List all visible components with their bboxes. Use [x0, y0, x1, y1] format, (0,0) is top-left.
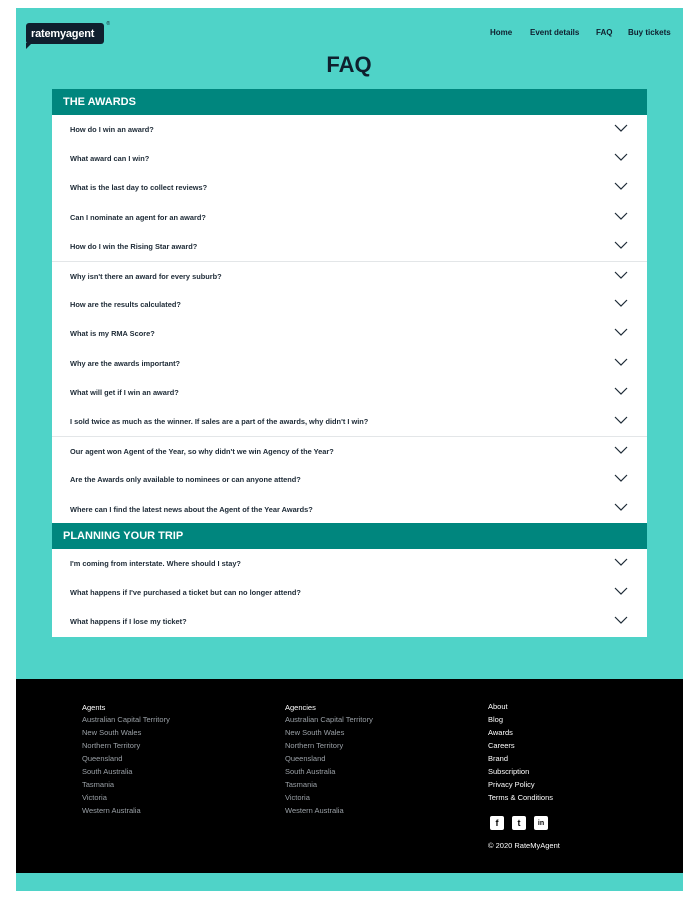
faq-question: Our agent won Agent of the Year, so why didn't we win Agency of the Year? [70, 446, 334, 456]
faq-question: Can I nominate an agent for an award? [70, 212, 206, 222]
footer-link[interactable]: New South Wales [285, 728, 345, 737]
faq-question: What is the last day to collect reviews? [70, 183, 208, 193]
logo-tag-shape [26, 43, 32, 49]
faq-item[interactable] [52, 203, 647, 232]
nav-faq[interactable]: FAQ [596, 28, 613, 37]
logo-registered-mark: ® [106, 21, 110, 27]
chevron-down-icon [614, 586, 628, 596]
faq-item[interactable] [52, 319, 647, 348]
footer-link[interactable]: Subscription [488, 767, 530, 776]
logo-text: ratemyagent [31, 27, 95, 40]
twitter-glyph: t [517, 817, 521, 828]
footer-link[interactable]: Privacy Policy [488, 780, 535, 789]
footer-link[interactable]: Western Australia [82, 806, 141, 815]
faq-question: How do I win the Rising Star award? [70, 241, 198, 251]
faq-item[interactable] [52, 261, 647, 290]
footer-company-column [488, 703, 553, 807]
footer-link[interactable]: Queensland [285, 754, 326, 763]
faq-question: I'm coming from interstate. Where should I stay? [70, 559, 241, 569]
faq-item[interactable] [52, 290, 647, 319]
twitter-icon[interactable] [512, 816, 526, 830]
faq-item[interactable] [52, 494, 647, 523]
chevron-down-icon [614, 181, 628, 191]
footer-link[interactable]: About [488, 702, 508, 711]
chevron-down-icon [614, 327, 628, 337]
footer-link[interactable]: Brand [488, 754, 509, 763]
faq-question: I sold twice as much as the winner. If sales are a part of the awards, why didn't I win? [70, 416, 369, 426]
footer-agents-column [82, 703, 170, 820]
faq-question: What award can I win? [70, 154, 150, 164]
footer-link[interactable]: Blog [488, 715, 504, 724]
faq-item[interactable] [52, 144, 647, 173]
footer-link[interactable]: Tasmania [82, 780, 115, 789]
faq-question: What happens if I've purchased a ticket but can no longer attend? [70, 588, 301, 598]
nav-buy-tickets[interactable]: Buy tickets [628, 28, 671, 37]
chevron-down-icon [614, 298, 628, 308]
faq-item[interactable] [52, 607, 647, 636]
faq-question: How are the results calculated? [70, 300, 181, 310]
faq-question: Why are the awards important? [70, 358, 181, 368]
copyright: © 2020 RateMyAgent [488, 841, 560, 850]
faq-item[interactable] [52, 549, 647, 578]
chevron-down-icon [614, 152, 628, 162]
faq-list-planning-your-trip [52, 549, 647, 637]
chevron-down-icon [614, 240, 628, 250]
chevron-down-icon [614, 557, 628, 567]
footer-link[interactable]: South Australia [82, 767, 133, 776]
faq-item[interactable] [52, 436, 647, 465]
section-header-the-awards: THE AWARDS [52, 89, 647, 115]
faq-question: Where can I find the latest news about the Agent of the Year Awards? [70, 504, 313, 514]
footer-link[interactable]: Australian Capital Territory [285, 715, 373, 724]
faq-item[interactable] [52, 232, 647, 261]
chevron-down-icon [614, 357, 628, 367]
chevron-down-icon [614, 211, 628, 221]
section-header-planning-your-trip: PLANNING YOUR TRIP [52, 523, 647, 549]
footer-link[interactable]: South Australia [285, 767, 336, 776]
footer-link[interactable]: Careers [488, 741, 515, 750]
faq-item[interactable] [52, 578, 647, 607]
footer-link[interactable]: Northern Territory [285, 741, 344, 750]
chevron-down-icon [614, 473, 628, 483]
footer-agents-heading: Agents [82, 703, 106, 712]
facebook-icon[interactable] [490, 816, 504, 830]
chevron-down-icon [614, 502, 628, 512]
footer [16, 679, 683, 873]
chevron-down-icon [614, 270, 628, 280]
footer-link[interactable]: Victoria [82, 793, 107, 802]
footer-link[interactable]: New South Wales [82, 728, 142, 737]
chevron-down-icon [614, 386, 628, 396]
footer-link[interactable]: Terms & Conditions [488, 793, 554, 802]
faq-question: Are the Awards only available to nominees or can anyone attend? [70, 475, 301, 485]
footer-link[interactable]: Victoria [285, 793, 310, 802]
faq-item[interactable] [52, 378, 647, 407]
faq-question: Why isn't there an award for every suburb? [70, 271, 222, 281]
social-links [490, 816, 548, 830]
footer-link[interactable]: Tasmania [285, 780, 318, 789]
faq-item[interactable] [52, 465, 647, 494]
chevron-down-icon [614, 445, 628, 455]
faq-question: What happens if I lose my ticket? [70, 617, 187, 627]
chevron-down-icon [614, 615, 628, 625]
linkedin-icon[interactable] [534, 816, 548, 830]
faq-question: What will get if I win an award? [70, 387, 179, 397]
nav-event-details[interactable]: Event details [530, 28, 580, 37]
footer-link[interactable]: Awards [488, 728, 513, 737]
faq-item[interactable] [52, 349, 647, 378]
footer-link[interactable]: Western Australia [285, 806, 344, 815]
faq-list-the-awards [52, 115, 647, 524]
footer-link[interactable]: Queensland [82, 754, 123, 763]
footer-agencies-heading: Agencies [285, 703, 316, 712]
nav-home[interactable]: Home [490, 28, 513, 37]
faq-question: What is my RMA Score? [70, 329, 155, 339]
ratemyagent-logo[interactable] [26, 21, 110, 44]
footer-link[interactable]: Northern Territory [82, 741, 141, 750]
faq-item[interactable] [52, 407, 647, 436]
chevron-down-icon [614, 123, 628, 133]
footer-link[interactable]: Australian Capital Territory [82, 715, 170, 724]
chevron-down-icon [614, 415, 628, 425]
faq-item[interactable] [52, 173, 647, 202]
page-title: FAQ [326, 52, 372, 77]
linkedin-glyph: in [537, 819, 545, 827]
faq-item[interactable] [52, 115, 647, 144]
faq-question: How do I win an award? [70, 125, 154, 135]
facebook-glyph: f [495, 817, 499, 828]
footer-agencies-column [285, 703, 373, 820]
